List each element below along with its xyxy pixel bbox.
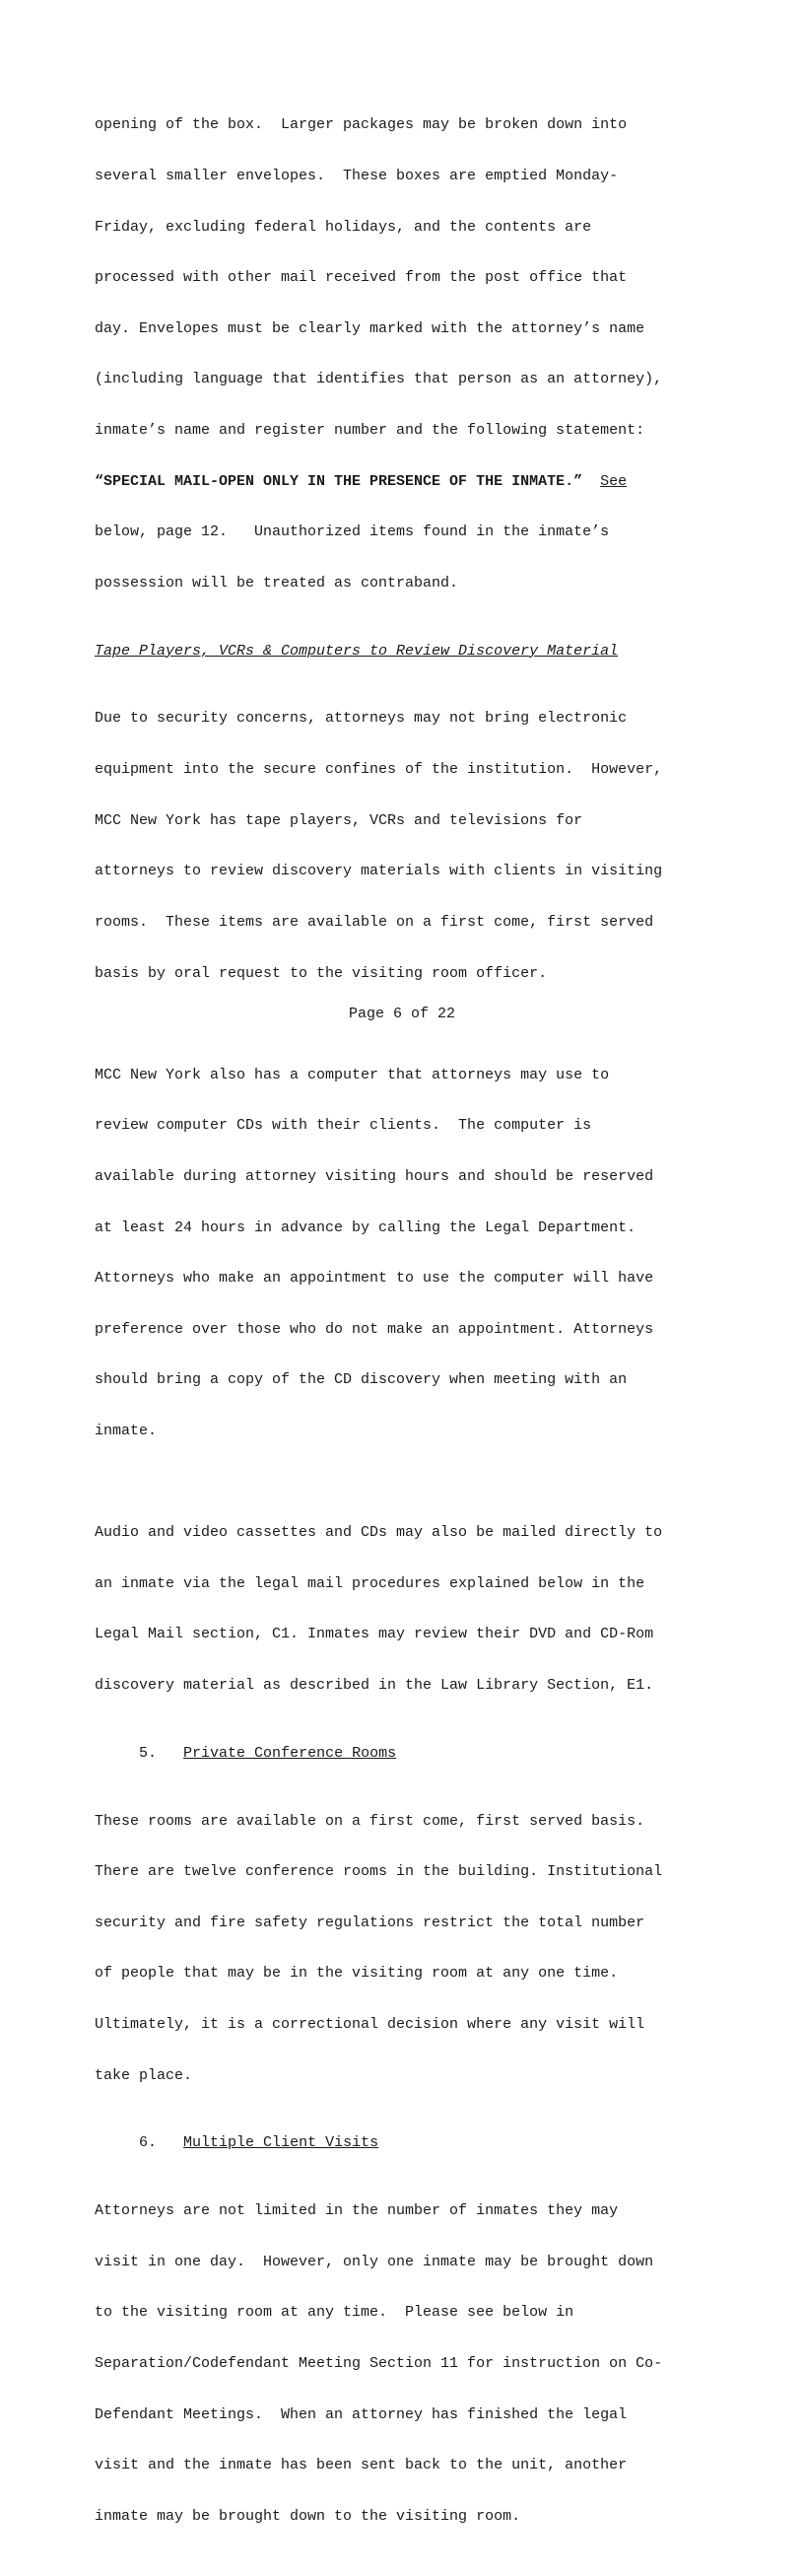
text-line: Audio and video cassettes and CDs may also be mailed directly to [95,1524,663,1542]
text-line: of people that may be in the visiting room at any one time. [95,1965,619,1983]
text-line: rooms. These items are available on a first come, first served [95,913,654,931]
section-5-heading [95,1745,715,1762]
text-line: available during attorney visiting hours and should be reserved [95,1167,654,1185]
text-line: These rooms are available on a first come, first served basis. [95,1812,645,1830]
text-line: inmate. [95,1423,158,1439]
section-6-heading [95,2134,715,2151]
text-line: Attorneys who make an appointment to use the computer will have [95,1270,654,1288]
page-number: Page 6 of 22 [348,1006,456,1022]
section-title: Private Conference Rooms [183,1744,397,1762]
text-line: possession will be treated as contraband. [95,574,459,592]
text-line: Friday, excluding federal holidays, and the contents are [95,218,592,236]
text-line: Legal Mail section, C1. Inmates may review their DVD and CD-Rom [95,1626,654,1643]
text-line: processed with other mail received from the post office that [95,269,628,287]
heading-text: Tape Players, VCRs & Computers to Review Discovery Material [95,642,619,660]
text-line: discovery material as described in the Law Library Section, E1. [95,1677,654,1695]
text-line: an inmate via the legal mail procedures explained below in the [95,1574,645,1592]
paragraph-computer [95,1032,715,1473]
heading-tape-players [95,643,715,660]
text-line: review computer CDs with their clients. The computer is [95,1117,592,1135]
text-line [95,473,715,490]
text-line: Attorneys are not limited in the number of inmates they may [95,2202,619,2220]
page-number-footer [0,1006,804,1022]
text-line: preference over those who do not make an appointment. Attorneys [95,1320,654,1338]
text-line: Separation/Codefendant Meeting Section 11 for instruction on Co- [95,2355,663,2373]
indent [95,1745,139,1762]
section-number: 6. [139,2134,158,2152]
paragraph-special-mail [95,83,715,626]
text-line: at least 24 hours in advance by calling the Legal Department. [95,1218,636,1236]
section-number: 5. [139,1744,158,1762]
text-line: visit and the inmate has been sent back to the unit, another [95,2457,628,2474]
text-line: should bring a copy of the CD discovery when meeting with an [95,1371,628,1389]
text-line: MCC New York has tape players, VCRs and televisions for [95,811,583,829]
see-reference: See [600,472,628,490]
text-line: visit in one day. However, only one inmate may be brought down [95,2253,654,2270]
text-line: opening of the box. Larger packages may be broken down into [95,116,628,134]
text-line: equipment into the secure confines of the institution. However, [95,761,663,779]
special-mail-statement: “SPECIAL MAIL-OPEN ONLY IN THE PRESENCE OF THE INMATE.” [95,472,583,490]
text-line: MCC New York also has a computer that attorneys may use to [95,1066,610,1083]
text-line: to the visiting room at any time. Please see below in [95,2304,574,2322]
paragraph-security [95,676,715,1015]
indent [157,2134,183,2151]
indent [157,1745,183,1762]
text-line: Ultimately, it is a correctional decision where any visit will [95,2016,645,2034]
paragraph-conference-rooms [95,1778,715,2118]
section-title: Multiple Client Visits [183,2134,379,2152]
text-line: Due to security concerns, attorneys may not bring electronic [95,710,628,728]
text-line: security and fire safety regulations restrict the total number [95,1914,645,1931]
text-line: several smaller envelopes. These boxes are emptied Monday- [95,168,619,185]
paragraph-multiple-visits [95,2169,715,2559]
text-line: There are twelve conference rooms in the building. Institutional [95,1863,663,1881]
text-line: day. Envelopes must be clearly marked with the attorney’s name [95,319,645,337]
text-line: basis by oral request to the visiting room officer. [95,964,548,982]
text-line: take place. [95,2066,193,2084]
text-line: inmate may be brought down to the visiting room. [95,2507,521,2525]
indent [95,2134,139,2151]
text-line: (including language that identifies that person as an attorney), [95,371,663,388]
text-line: Defendant Meetings. When an attorney has finished the legal [95,2405,628,2423]
text-line: below, page 12. Unauthorized items found in the inmate’s [95,523,610,541]
spacer [582,473,600,490]
paragraph-audio-video [95,1491,715,1728]
document-page [95,83,715,2576]
text-line: inmate’s name and register number and the following statement: [95,422,645,440]
text-line: attorneys to review discovery materials with clients in visiting [95,863,663,880]
